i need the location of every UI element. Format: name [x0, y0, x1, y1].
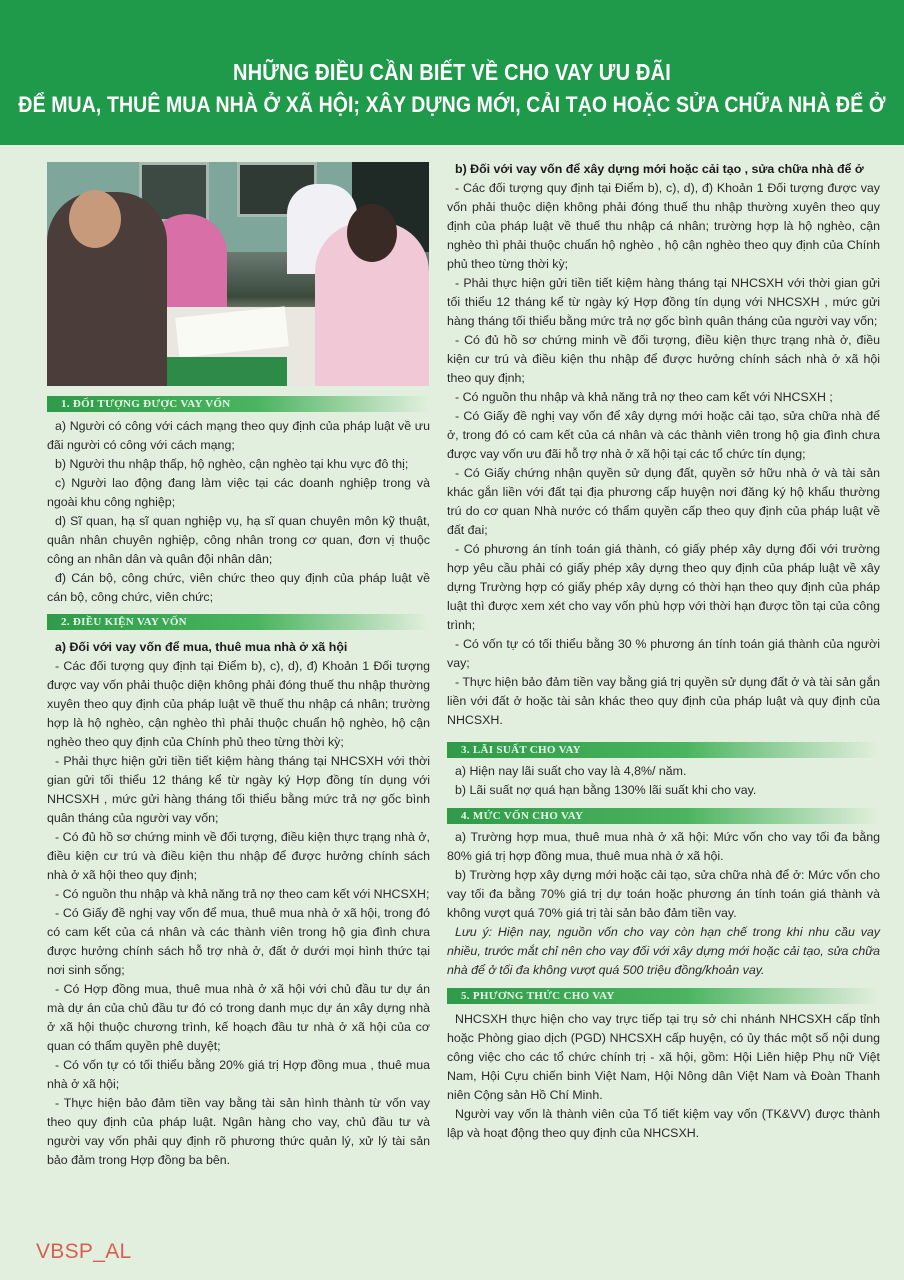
- s1-item: b) Người thu nhập thấp, hộ nghèo, cận nghèo tại khu vực đô thị;: [55, 457, 409, 471]
- header-banner: [0, 0, 904, 145]
- s4-note: Lưu ý: Hiện nay, nguồn vốn cho vay còn hạn chế trong khi nhu cầu vay nhiều, trước mắt chỉ nên cho vay đối với xây dựng mới hoặc cải tạo, sửa chữa nhà để ở tối đa không vượt quá 500 triệu đồng/khoản vay.: [447, 925, 880, 977]
- s2a-item: - Các đối tượng quy định tại Điểm b), c), d), đ) Khoản 1 Đối tượng được vay vốn phải thuộc diện không phải đóng thuế thu nhập thường xuyên theo quy định của pháp luật về thuế thu nhập cá nhân; trường hợp là hộ nghèo, cận nghèo thì phải thuộc chuẩn hộ nghèo, hộ cận nghèo theo quy định của Chính phủ theo từng thời kỳ;: [47, 659, 430, 749]
- section-2b-subheading: b) Đối với vay vốn để xây dựng mới hoặc cải tạo , sửa chữa nhà để ở: [455, 162, 864, 176]
- s2b-item: - Các đối tượng quy định tại Điểm b), c), d), đ) Khoản 1 Đối tượng được vay vốn phải thuộc diện không phải đóng thuế thu nhập thường xuyên theo quy định của pháp luật về thuế thu nhập cá nhân; trường hợp là hộ nghèo, cận nghèo thì phải thuộc chuẩn hộ nghèo , hộ cận nghèo theo quy định của Chính phủ theo từng thời kỳ;: [447, 181, 880, 271]
- s2a-item: - Có vốn tự có tối thiểu bằng 20% giá trị Hợp đồng mua , thuê mua nhà ở xã hội;: [47, 1058, 430, 1091]
- right-column: [447, 160, 880, 1143]
- page-title-line2: ĐỂ MUA, THUÊ MUA NHÀ Ở XÃ HỘI; XÂY DỰNG MỚI, CẢI TẠO HOẶC SỬA CHỮA NHÀ ĐỂ Ở: [18, 92, 886, 118]
- s2a-item: - Thực hiện bảo đảm tiền vay bằng tài sản hình thành từ vốn vay theo quy định của pháp luật. Ngân hàng cho vay, chủ đầu tư và người vay vốn phải quy định rõ phương thức quản lý, xử lý tài sản bảo đảm trong Hợp đồng ba bên.: [47, 1096, 430, 1167]
- section-1-heading: 1. ĐỐI TƯỢNG ĐƯỢC VAY VỐN: [47, 396, 430, 412]
- s3-item: a) Hiện nay lãi suất cho vay là 4,8%/ năm.: [455, 764, 687, 778]
- section-3-heading: 3. LÃI SUẤT CHO VAY: [447, 742, 880, 758]
- section-5-heading: 5. PHƯƠNG THỨC CHO VAY: [447, 988, 880, 1004]
- s5-item: NHCSXH thực hiện cho vay trực tiếp tại trụ sở chi nhánh NHCSXH cấp tỉnh hoặc Phòng giao dịch (PGD) NHCSXH cấp huyện, có ủy thác một số nội dung công việc cho các tổ chức chính trị - xã hội, gồm: Hội Liên hiệp Phụ nữ Việt Nam, Hội Cựu chiến binh Việt Nam, Hội Nông dân Việt Nam và Đoàn Thanh niên Cộng sản Hồ Chí Minh.: [447, 1012, 880, 1102]
- s2b-item: - Có Giấy chứng nhận quyền sử dụng đất, quyền sở hữu nhà ở và tài sản khác gắn liền với đất tại địa phương cấp huyện nơi đăng ký hộ khẩu thường trú do cơ quan Nhà nước có thẩm quyền cấp theo quy định của pháp luật về đất đai;: [447, 466, 880, 537]
- page-title-line1: NHỮNG ĐIỀU CẦN BIẾT VỀ CHO VAY ƯU ĐÃI: [232, 60, 672, 86]
- s2b-item: - Phải thực hiện gửi tiền tiết kiệm hàng tháng tại NHCSXH với thời gian gửi tối thiểu 12 tháng kể từ ngày ký Hợp đồng tín dụng với NHCSXH , mức gửi hàng tháng tối thiểu bằng mức trả nợ gốc bình quân tháng của người vay vốn;: [447, 276, 880, 328]
- section-4-heading: 4. MỨC VỐN CHO VAY: [447, 808, 880, 824]
- s2b-item: - Thực hiện bảo đảm tiền vay bằng giá trị quyền sử dụng đất ở và tài sản gắn liền với đất ở hoặc tài sản khác theo quy định của pháp luật và quy định của NHCSXH.: [447, 675, 880, 727]
- s2b-item: - Có phương án tính toán giá thành, có giấy phép xây dựng đối với trường hợp yêu cầu phải có giấy phép xây dựng theo quy định của pháp luật về xây dựng Trường hợp có giấy phép xây dựng có thời hạn theo quy định của pháp luật thì được xem xét cho vay vốn phù hợp với thời hạn được tồn tại của công trình;: [447, 542, 880, 632]
- s2a-item: - Có Hợp đồng mua, thuê mua nhà ở xã hội với chủ đầu tư dự án mà dự án của chủ đầu tư đó có trong danh mục dự án xây dựng nhà ở xã hội thuộc chương trình, kế hoạch đầu tư nhà ở xã hội của cơ quan có thẩm quyền phê duyệt;: [47, 982, 430, 1053]
- s1-item: đ) Cán bộ, công chức, viên chức theo quy định của pháp luật về cán bộ, công chức, viên chức;: [47, 571, 430, 604]
- section-2a-subheading: a) Đối với vay vốn để mua, thuê mua nhà ở xã hội: [55, 640, 348, 654]
- s1-item: c) Người lao động đang làm việc tại các doanh nghiệp trong và ngoài khu công nghiệp;: [47, 476, 430, 509]
- s1-item: a) Người có công với cách mạng theo quy định của pháp luật về ưu đãi người có công với cách mạng;: [47, 419, 430, 452]
- s3-item: b) Lãi suất nợ quá hạn bằng 130% lãi suất khi cho vay.: [455, 783, 757, 797]
- s2b-item: - Có nguồn thu nhập và khả năng trả nợ theo cam kết với NHCSXH ;: [455, 390, 833, 404]
- photo-loan-transaction: [47, 162, 429, 386]
- s4-item: a) Trường hợp mua, thuê mua nhà ở xã hội: Mức vốn cho vay tối đa bằng 80% giá trị hợp đồng mua, thuê mua nhà ở xã hội.: [447, 830, 880, 863]
- left-column: [47, 396, 430, 1170]
- s2b-item: - Có Giấy đề nghị vay vốn để xây dựng mới hoặc cải tạo, sửa chữa nhà để ở, trong đó có cam kết của cá nhân và các thành viên trong hộ gia đình chưa được vay vốn ưu đãi hỗ trợ nhà ở xã hội tại các tổ chức tín dụng;: [447, 409, 880, 461]
- section-2-heading: 2. ĐIỀU KIỆN VAY VỐN: [47, 614, 430, 630]
- s2a-item: - Phải thực hiện gửi tiền tiết kiệm hàng tháng tại NHCSXH với thời gian gửi tối thiểu 12 tháng kể từ ngày ký Hợp đồng tín dụng với NHCSXH , mức gửi hàng tháng tối thiểu bằng mức trả nợ gốc bình quân tháng của người vay vốn;: [47, 754, 430, 825]
- s5-item: Người vay vốn là thành viên của Tổ tiết kiệm vay vốn (TK&VV) được thành lập và hoạt động theo quy định của NHCSXH.: [447, 1107, 880, 1140]
- s2b-item: - Có đủ hồ sơ chứng minh về đối tượng, điều kiện thực trạng nhà ở, điều kiện cư trú và điều kiện thu nhập để được hưởng chính sách nhà ở xã hội theo quy định;: [447, 333, 880, 385]
- s1-item: d) Sĩ quan, hạ sĩ quan nghiệp vụ, hạ sĩ quan chuyên môn kỹ thuật, quân nhân chuyên nghiệp, công nhân trong cơ quan, đơn vị thuộc công an nhân dân và quân đội nhân dân;: [47, 514, 430, 566]
- s4-item: b) Trường hợp xây dựng mới hoặc cải tạo, sửa chữa nhà để ở: Mức vốn cho vay tối đa bằng 70% giá trị dự toán hoặc phương án tính toán giá thành và không vượt quá 70% giá trị tài sản bảo đảm tiền vay.: [447, 868, 880, 920]
- s2a-item: - Có đủ hồ sơ chứng minh về đối tượng, điều kiện thực trạng nhà ở, điều kiện cư trú và điều kiện thu nhập để được hưởng chính sách nhà ở xã hội theo quy định;: [47, 830, 430, 882]
- s2b-item: - Có vốn tự có tối thiểu bằng 30 % phương án tính toán giá thành của người vay;: [447, 637, 880, 670]
- s2a-item: - Có nguồn thu nhập và khả năng trả nợ theo cam kết với NHCSXH;: [55, 887, 430, 901]
- footer-tag: VBSP_AL: [36, 1240, 132, 1263]
- s2a-item: - Có Giấy đề nghị vay vốn để mua, thuê mua nhà ở xã hội, trong đó có cam kết của cá nhân và các thành viên trong hộ gia đình chưa được hưởng chính sách hỗ trợ nhà ở, đất ở dưới mọi hình thức tại nơi sinh sống;: [47, 906, 430, 977]
